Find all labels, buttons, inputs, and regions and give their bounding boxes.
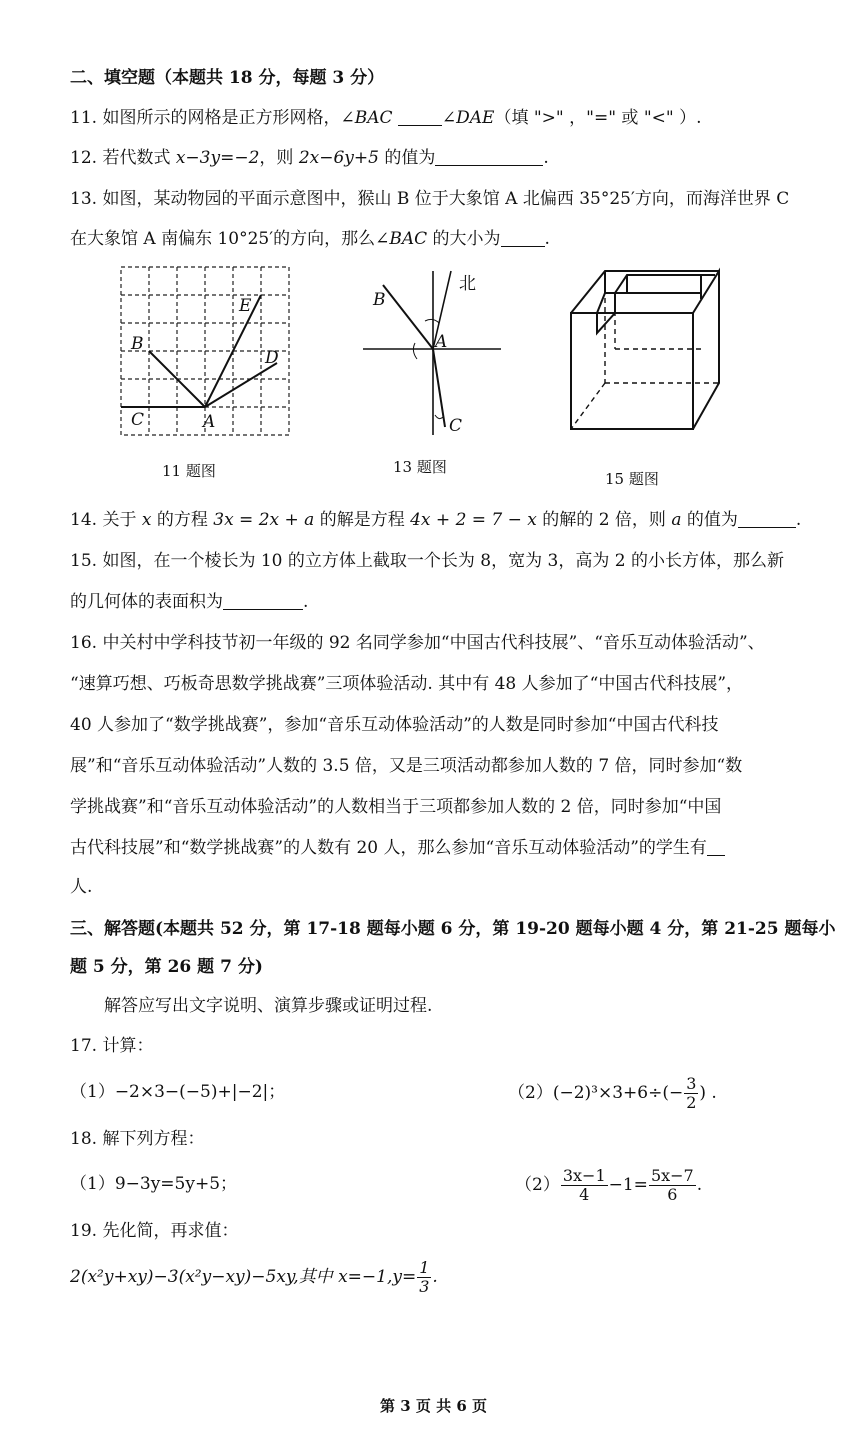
question-19-expression: 2(x²y+xy)−3(x²y−xy)−5xy,其中 x=−1,y= $\frac{1}{3}$ . bbox=[70, 1258, 438, 1296]
question-17-part1: （1）−2×3−(−5)+|−2|； bbox=[70, 1082, 286, 1102]
question-18-part1: （1）9−3y=5y+5； bbox=[70, 1174, 238, 1194]
question-15-line1: 15. 如图，在一个棱长为 10 的立方体上截取一个长为 8，宽为 3，高为 2 的小长方体，那么新 bbox=[70, 551, 784, 571]
point-label-b: B bbox=[373, 290, 386, 310]
section3-note: 解答应写出文字说明、演算步骤或证明过程. bbox=[104, 996, 433, 1016]
question-16-line2: “速算巧想、巧板奇思数学挑战赛”三项体验活动. 其中有 48 人参加了“中国古代科技展”， bbox=[70, 674, 744, 694]
question-18-part2: （2） $\frac{3x-1}{4}$ −1= $\frac{5x-7}{6}$ . bbox=[515, 1166, 703, 1204]
point-label-d: D bbox=[265, 348, 279, 368]
angle-arc-north bbox=[425, 319, 439, 323]
point-label-c: C bbox=[131, 410, 145, 430]
answer-blank-11[interactable] bbox=[398, 107, 442, 126]
answer-blank-15[interactable] bbox=[223, 591, 303, 610]
point-label-e: E bbox=[239, 296, 252, 316]
figure-15-hidden-edges bbox=[571, 271, 719, 429]
question-17-part2: （2）(−2)³×3+6÷(− $\frac{3}{2}$ ) . bbox=[508, 1074, 717, 1112]
section2-title: 二、填空题（本题共 18 分，每题 3 分） bbox=[70, 68, 385, 88]
question-11: 11. 如图所示的网格是正方形网格，∠BAC ∠DAE（填 ">" ，"=" 或 "<" ）. bbox=[70, 108, 702, 128]
question-15-line2: 的几何体的表面积为 . bbox=[70, 592, 309, 612]
section3-title-line2: 题 5 分，第 26 题 7 分) bbox=[70, 957, 263, 977]
fraction: $\frac{3}{2}$ bbox=[686, 1074, 697, 1112]
question-16-line5: 学挑战赛”和“音乐互动体验活动”的人数相当于三项都参加人数的 2 倍，同时参加“中国 bbox=[70, 797, 722, 817]
question-16-line6: 古代科技展”和“数学挑战赛”的人数有 20 人，那么参加“音乐互动体验活动”的学生有 bbox=[70, 836, 725, 860]
north-label: 北 bbox=[459, 274, 476, 294]
question-17-title: 17. 计算： bbox=[70, 1036, 154, 1056]
page-footer: 第 3 页 共 6 页 bbox=[380, 1397, 487, 1415]
point-label-a: A bbox=[435, 332, 448, 352]
figure-13-directions bbox=[355, 265, 505, 440]
question-16-line1: 16. 中关村中学科技节初一年级的 92 名同学参加“中国古代科技展”、“音乐互动体验活动”、 bbox=[70, 633, 765, 653]
figure-11-caption: 11 题图 bbox=[162, 462, 216, 480]
point-label-c: C bbox=[449, 416, 463, 436]
question-14: 14. 关于 x 的方程 3x = 2x + a 的解是方程 4x + 2 = 7 − x 的解的 2 倍，则 a 的值为 . bbox=[70, 510, 802, 530]
question-16-line7: 人. bbox=[70, 877, 93, 897]
fraction: $\frac{3x-1}{4}$ bbox=[562, 1166, 606, 1204]
section3-title-line1: 三、解答题(本题共 52 分，第 17-18 题每小题 6 分，第 19-20 题每小题 4 分，第 21-25 题每小 bbox=[70, 919, 836, 939]
answer-blank-13[interactable] bbox=[501, 228, 545, 247]
figure-15-caption: 15 题图 bbox=[605, 470, 659, 488]
question-12: 12. 若代数式 x−3y=−2，则 2x−6y+5 的值为 . bbox=[70, 148, 549, 168]
figure-15-cube bbox=[565, 265, 735, 435]
answer-blank-14[interactable] bbox=[738, 509, 796, 528]
point-label-a: A bbox=[203, 412, 216, 432]
grid-lines bbox=[121, 267, 289, 435]
figure-15-solid-edges bbox=[571, 271, 719, 429]
question-16-line3: 40 人参加了“数学挑战赛”，参加“音乐互动体验活动”的人数是同时参加“中国古代科技 bbox=[70, 715, 719, 735]
question-19-title: 19. 先化简，再求值： bbox=[70, 1221, 239, 1241]
figure-11-grid bbox=[115, 265, 295, 440]
angle-arc-west bbox=[413, 343, 417, 359]
ray-ab bbox=[383, 285, 433, 349]
answer-blank-16[interactable] bbox=[707, 837, 725, 856]
question-13-line1: 13. 如图，某动物园的平面示意图中，猴山 B 位于大象馆 A 北偏西 35°25′方向，而海洋世界 C bbox=[70, 189, 790, 209]
question-18-title: 18. 解下列方程： bbox=[70, 1129, 205, 1149]
question-16-line4: 展”和“音乐互动体验活动”人数的 3.5 倍，又是三项活动都参加人数的 7 倍，同时参加“数 bbox=[70, 756, 743, 776]
point-label-b: B bbox=[131, 334, 144, 354]
fraction: $\frac{1}{3}$ bbox=[419, 1258, 430, 1296]
answer-blank-12[interactable] bbox=[435, 147, 543, 166]
question-13-line2: 在大象馆 A 南偏东 10°25′的方向，那么∠BAC 的大小为 . bbox=[70, 229, 550, 249]
figure-13-caption: 13 题图 bbox=[393, 458, 447, 476]
angle-arc-south bbox=[435, 415, 443, 419]
fraction: $\frac{5x-7}{6}$ bbox=[650, 1166, 694, 1204]
